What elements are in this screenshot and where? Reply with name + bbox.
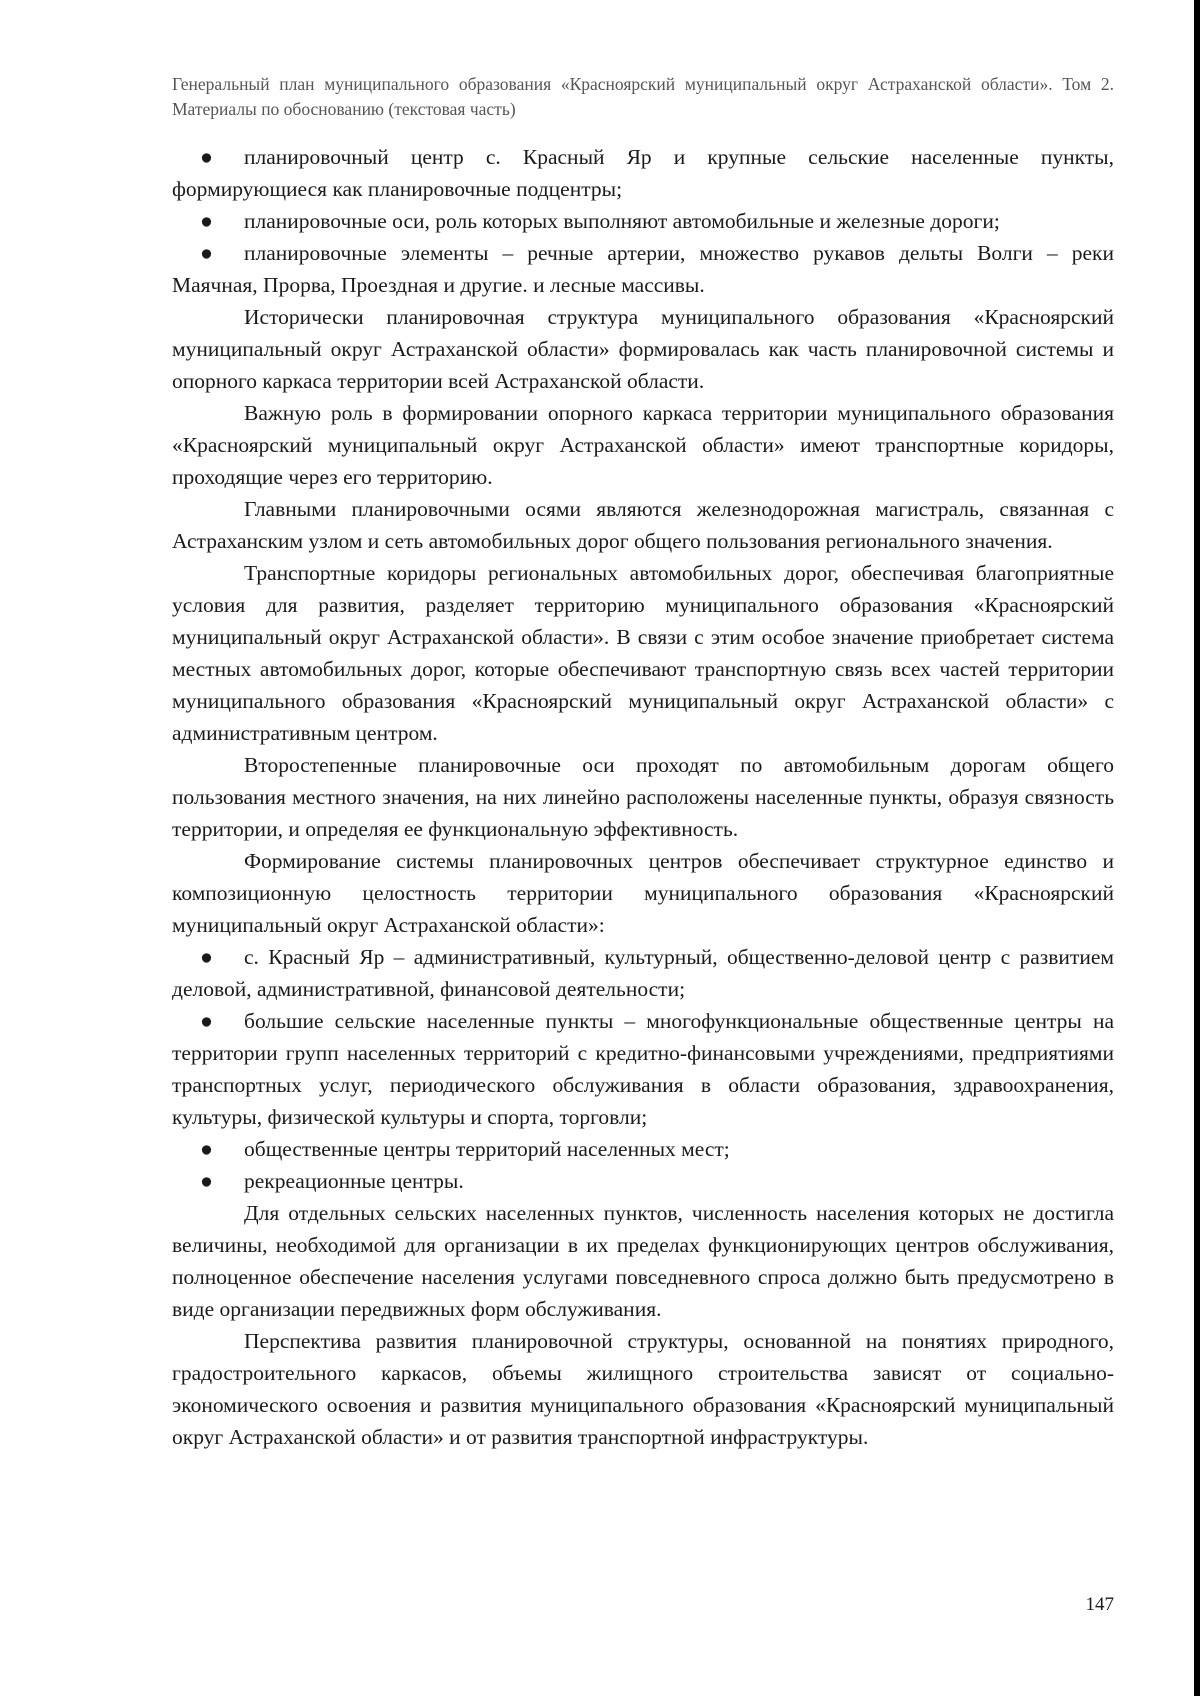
- bullet-item: [172, 1165, 1114, 1197]
- bullet-item: [172, 941, 1114, 1005]
- body-paragraph: Исторически планировочная структура муниципального образования «Красноярский муниципальный округ Астраханской области» формировалась как часть планировочной системы и опорного каркаса территории всей Астраханской области.: [172, 305, 1114, 393]
- bullet-item: [172, 1133, 1114, 1165]
- bullet-marker: ●: [200, 241, 213, 265]
- bullet-text: планировочный центр с. Красный Яр и крупные сельские населенные пункты, формирующиеся как планировочные подцентры;: [172, 145, 1114, 201]
- bullet-item: [172, 205, 1114, 237]
- bullet-text: планировочные оси, роль которых выполняют автомобильные и железные дороги;: [244, 209, 1000, 233]
- body-paragraph: Формирование системы планировочных центров обеспечивает структурное единство и композиционную целостность территории муниципального образования «Красноярский муниципальный округ Астраханской области»:: [172, 849, 1114, 937]
- bullet-marker: ●: [200, 145, 213, 169]
- bullet-text: большие сельские населенные пункты – многофункциональные общественные центры на территории групп населенных территорий с кредитно-финансовыми учреждениями, предприятиями транспортных услуг, периодического обслуживания в области образования, здравоохранения, культуры, физической культуры и спорта, торговли;: [172, 1009, 1114, 1129]
- bullet-marker: ●: [200, 209, 213, 233]
- body-paragraph: Перспектива развития планировочной структуры, основанной на понятиях природного, градостроительного каркасов, объемы жилищного строительства зависят от социально-экономического освоения и развития муниципального образования «Красноярский муниципальный округ Астраханской области» и от развития транспортной инфраструктуры.: [172, 1329, 1114, 1449]
- body-paragraph: Транспортные коридоры региональных автомобильных дорог, обеспечивая благоприятные условия для развития, разделяет территорию муниципального образования «Красноярский муниципальный округ Астраханской области». В связи с этим особое значение приобретает система местных автомобильных дорог, которые обеспечивают транспортную связь всех частей территории муниципального образования «Красноярский муниципальный округ Астраханской области» с административным центром.: [172, 561, 1114, 745]
- bullet-text: общественные центры территорий населенных мест;: [244, 1137, 730, 1161]
- body-paragraph: Второстепенные планировочные оси проходят по автомобильным дорогам общего пользования местного значения, на них линейно расположены населенные пункты, образуя связность территории, и определяя ее функциональную эффективность.: [172, 753, 1114, 841]
- bullet-text: рекреационные центры.: [244, 1169, 464, 1193]
- bullet-marker: ●: [200, 1137, 213, 1161]
- bullet-item: [172, 237, 1114, 301]
- bullet-text: планировочные элементы – речные артерии, множество рукавов дельты Волги – реки Маячная, Прорва, Проездная и другие. и лесные массивы.: [172, 241, 1114, 297]
- body-paragraph: Главными планировочными осями являются железнодорожная магистраль, связанная с Астраханским узлом и сеть автомобильных дорог общего пользования регионального значения.: [172, 497, 1114, 553]
- body-paragraph: Для отдельных сельских населенных пунктов, численность населения которых не достигла величины, необходимой для организации в их пределах функционирующих центров обслуживания, полноценное обеспечение населения услугами повседневного спроса должно быть предусмотрено в виде организации передвижных форм обслуживания.: [172, 1201, 1114, 1321]
- bullet-item: [172, 1005, 1114, 1133]
- body-paragraph: Важную роль в формировании опорного каркаса территории муниципального образования «Красноярский муниципальный округ Астраханской области» имеют транспортные коридоры, проходящие через его территорию.: [172, 401, 1114, 489]
- page-edge-border: [1194, 0, 1200, 1696]
- bullet-marker: ●: [200, 1009, 213, 1033]
- page-header: Генеральный план муниципального образования «Красноярский муниципальный округ Астраханской области». Том 2. Материалы по обоснованию (текстовая часть): [172, 74, 1114, 119]
- bullet-text: с. Красный Яр – административный, культурный, общественно-деловой центр с развитием деловой, административной, финансовой деятельности;: [172, 945, 1114, 1001]
- page-body: [172, 141, 1114, 1453]
- page-number: 147: [1085, 1594, 1114, 1615]
- bullet-marker: ●: [200, 945, 213, 969]
- bullet-marker: ●: [200, 1169, 213, 1193]
- bullet-item: [172, 141, 1114, 205]
